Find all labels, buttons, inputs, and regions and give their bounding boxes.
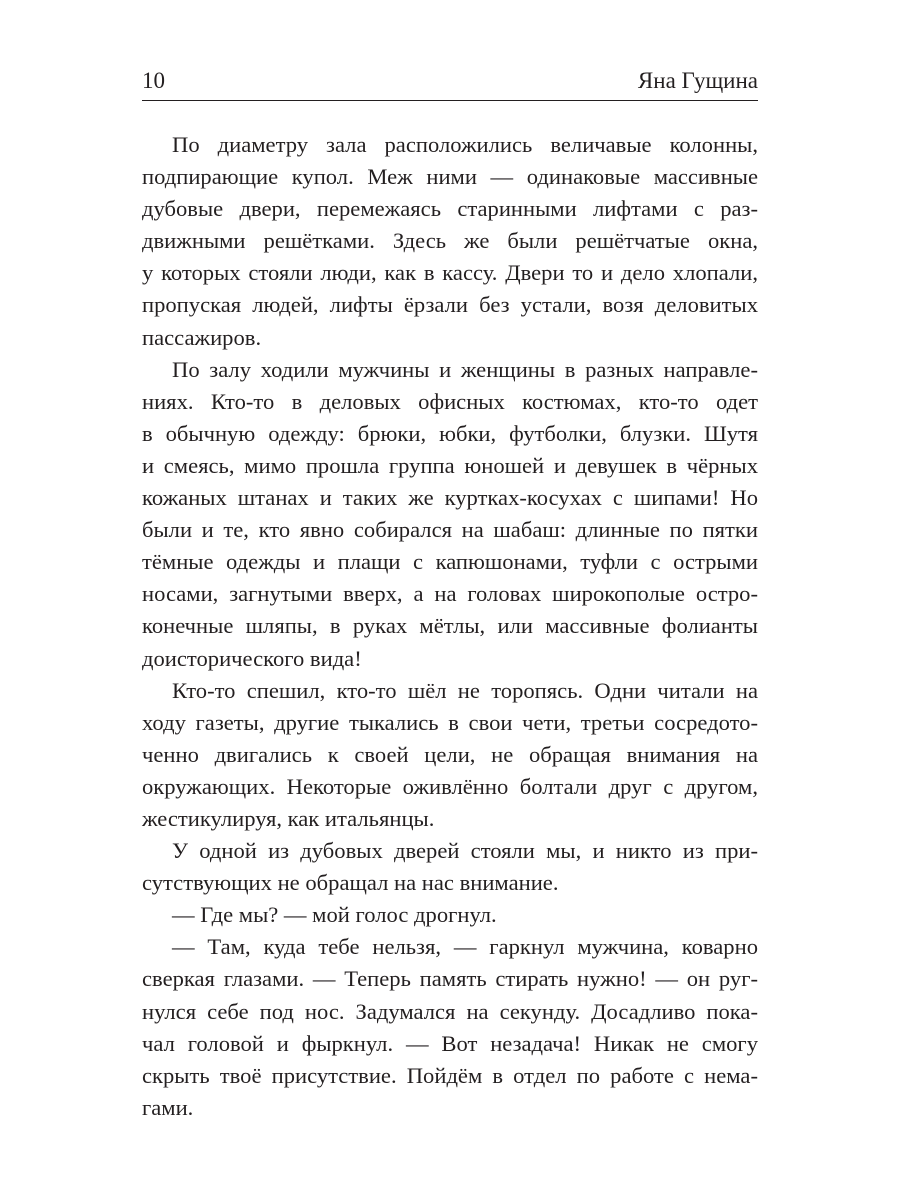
text-line: По диаметру зала расположились величавые колонны, <box>172 132 758 157</box>
paragraph <box>142 675 758 835</box>
text-line: ниях. Кто-то в деловых офисных костюмах, кто-то одет <box>142 388 758 414</box>
text-line: доисторического вида! <box>142 645 362 671</box>
text-line: движными решётками. Здесь же были решётчатые окна, <box>142 228 758 254</box>
text-line: ходу газеты, другие тыкались в свои чети, третьи сосредото- <box>142 709 758 735</box>
text-line: скрыть твоё присутствие. Пойдём в отдел по работе с нема- <box>142 1062 758 1088</box>
text-line: и смеясь, мимо прошла группа юношей и девушек в чёрных <box>142 452 758 478</box>
paragraph <box>142 931 758 1124</box>
paragraph <box>142 129 758 354</box>
text-line: — Там, куда тебе нельзя, — гаркнул мужчина, коварно <box>172 934 758 960</box>
text-line: чал головой и фыркнул. — Вот незадача! Никак не смогу <box>142 1030 758 1056</box>
text-line: конечные шляпы, в руках мётлы, или массивные фолианты <box>142 613 758 639</box>
text-line: носами, загнутыми вверх, а на головах широкополые остро- <box>142 581 758 607</box>
author-name: Яна Гущина <box>637 68 758 93</box>
text-line: подпирающие купол. Меж ними — одинаковые массивные <box>142 164 758 190</box>
paragraph <box>142 899 758 931</box>
body-text <box>142 129 758 1124</box>
paragraph <box>142 354 758 675</box>
text-line: жестикулируя, как итальянцы. <box>142 805 435 831</box>
text-line: сутствующих не обращал на нас внимание. <box>142 870 559 896</box>
text-line: По залу ходили мужчины и женщины в разных направле- <box>172 356 758 382</box>
page-number: 10 <box>142 68 165 93</box>
text-line: в обычную одежду: брюки, юбки, футболки, блузки. Шутя <box>142 420 758 446</box>
text-line: пропуская людей, лифты ёрзали без устали, возя деловитых <box>142 292 758 318</box>
text-line: — Где мы? — мой голос дрогнул. <box>172 902 497 928</box>
text-line: Кто-то спешил, кто-то шёл не торопясь. Одни читали на <box>172 677 758 703</box>
text-line: пассажиров. <box>142 324 262 350</box>
text-line: тёмные одежды и плащи с капюшонами, туфли с острыми <box>142 549 758 575</box>
text-line: дубовые двери, перемежаясь старинными лифтами с раз- <box>142 196 758 222</box>
text-line: у которых стояли люди, как в кассу. Двери то и дело хлопали, <box>142 260 758 286</box>
running-header <box>142 66 758 101</box>
text-line: нулся себе под нос. Задумался на секунду. Досадливо пока- <box>142 998 758 1024</box>
text-line: были и те, кто явно собирался на шабаш: длинные по пятки <box>142 517 758 543</box>
text-line: кожаных штанах и таких же куртках-косухах с шипами! Но <box>142 485 758 511</box>
text-line: У одной из дубовых дверей стояли мы, и никто из при- <box>172 838 758 864</box>
text-line: гами. <box>142 1094 194 1120</box>
text-line: окружающих. Некоторые оживлённо болтали друг с другом, <box>142 773 758 799</box>
text-line: сверкая глазами. — Теперь память стирать нужно! — он руг- <box>142 966 758 992</box>
text-line: ченно двигались к своей цели, не обращая внимания на <box>142 741 758 767</box>
paragraph <box>142 835 758 899</box>
